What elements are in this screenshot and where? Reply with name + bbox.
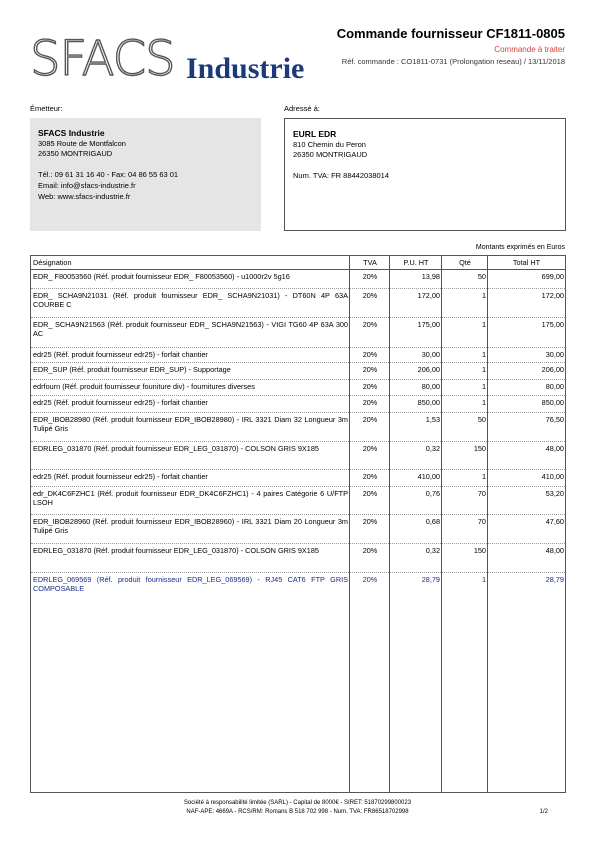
row-total: 47,60 <box>545 517 564 526</box>
table-row <box>31 363 565 380</box>
row-tva: 20% <box>362 398 378 407</box>
row-unit-price: 0,68 <box>425 517 440 526</box>
row-designation: edrfourn (Réf. produit fournisseur founiture div) - fournitures diverses <box>33 382 255 391</box>
row-unit-price: 80,00 <box>421 382 440 391</box>
row-unit-price: 175,00 <box>417 320 440 329</box>
row-total: 48,00 <box>545 546 564 555</box>
header-unit-price: P.U. HT <box>403 258 429 267</box>
recipient-label: Adressé à: <box>284 104 320 113</box>
row-total: 53,20 <box>545 489 564 498</box>
header-total: Total HT <box>512 258 541 267</box>
row-unit-price: 206,00 <box>417 365 440 374</box>
row-tva: 20% <box>362 472 378 481</box>
table-row <box>31 289 565 318</box>
table-row <box>31 396 565 413</box>
row-quantity: 150 <box>473 444 486 453</box>
row-designation: EDR_IBOB28960 (Réf. produit fournisseur EDR_IBOB28960) - IRL 3321 Diam 20 Longueur 3m Tulipé Gris <box>33 517 348 536</box>
row-tva: 20% <box>362 489 378 498</box>
sender-web: Web: www.sfacs-industrie.fr <box>38 191 131 201</box>
row-unit-price: 1,53 <box>425 415 440 424</box>
row-total: 850,00 <box>541 398 564 407</box>
row-tva: 20% <box>362 350 378 359</box>
row-total: 699,00 <box>541 272 564 281</box>
row-total: 206,00 <box>541 365 564 374</box>
row-total: 48,00 <box>545 444 564 453</box>
row-quantity: 1 <box>481 365 486 374</box>
row-unit-price: 13,98 <box>421 272 440 281</box>
recipient-address-line2: 26350 MONTRIGAUD <box>293 150 368 160</box>
row-tva: 20% <box>362 546 378 555</box>
row-designation: EDRLEG_031870 (Réf. produit fournisseur EDR_LEG_031870) - COLSON GRIS 9X185 <box>33 546 319 555</box>
table-row <box>31 413 565 442</box>
row-tva: 20% <box>362 415 378 424</box>
sender-box <box>30 118 261 231</box>
row-unit-price: 850,00 <box>417 398 440 407</box>
row-unit-price: 30,00 <box>421 350 440 359</box>
row-total: 28,79 <box>545 575 564 584</box>
row-unit-price: 28,79 <box>421 575 440 584</box>
row-tva: 20% <box>362 320 378 329</box>
table-row <box>31 544 565 573</box>
row-unit-price: 0,32 <box>425 444 440 453</box>
table-row <box>31 515 565 544</box>
row-designation: EDRLEG_069569 (Réf. produit fournisseur EDR_LEG_069569) - RJ45 CAT6 FTP GRIS COMPOSABLE <box>33 575 348 594</box>
row-unit-price: 172,00 <box>417 291 440 300</box>
row-tva: 20% <box>362 517 378 526</box>
row-quantity: 1 <box>481 350 486 359</box>
row-quantity: 70 <box>477 517 486 526</box>
items-table <box>30 255 566 793</box>
sender-phone: Tél.: 09 61 31 16 40 - Fax: 04 86 55 63 01 <box>38 170 179 180</box>
sender-address-line2: 26350 MONTRIGAUD <box>38 149 113 159</box>
table-row <box>31 270 565 289</box>
recipient-address-line1: 810 Chemin du Peron <box>293 139 366 149</box>
row-unit-price: 410,00 <box>417 472 440 481</box>
order-reference: Réf. commande : CO1811-0731 (Prolongation reseau) / 13/11/2018 <box>341 57 565 66</box>
row-tva: 20% <box>362 291 378 300</box>
row-quantity: 1 <box>481 398 486 407</box>
row-designation: EDR_IBOB28980 (Réf. produit fournisseur EDR_IBOB28980) - IRL 3321 Diam 32 Longueur 3m Tulipé Gris <box>33 415 348 434</box>
row-designation: EDRLEG_031870 (Réf. produit fournisseur EDR_LEG_031870) - COLSON GRIS 9X185 <box>33 444 319 453</box>
row-quantity: 70 <box>477 489 486 498</box>
row-quantity: 1 <box>481 382 486 391</box>
row-tva: 20% <box>362 444 378 453</box>
row-quantity: 1 <box>481 472 486 481</box>
row-designation: edr25 (Réf. produit fournisseur edr25) - forfait chantier <box>33 398 208 407</box>
header-tva: TVA <box>363 258 377 267</box>
row-total: 80,00 <box>545 382 564 391</box>
recipient-vat: Num. TVA: FR 88442038014 <box>293 171 390 181</box>
header-quantity: Qté <box>459 258 471 267</box>
table-row <box>31 380 565 396</box>
logo-sub-text: Industrie <box>186 52 305 85</box>
row-total: 76,50 <box>545 415 564 424</box>
header-designation: Désignation <box>33 258 72 267</box>
row-designation: edr25 (Réf. produit fournisseur edr25) - forfait chantier <box>33 350 208 359</box>
row-total: 175,00 <box>541 320 564 329</box>
row-quantity: 50 <box>477 272 486 281</box>
row-quantity: 1 <box>481 575 486 584</box>
row-tva: 20% <box>362 382 378 391</box>
row-tva: 20% <box>362 575 378 584</box>
row-total: 410,00 <box>541 472 564 481</box>
table-row <box>31 348 565 363</box>
row-designation: EDR_SUP (Réf. produit fournisseur EDR_SUP) - Supportage <box>33 365 231 374</box>
row-designation: edr25 (Réf. produit fournisseur edr25) - forfait chantier <box>33 472 208 481</box>
row-total: 172,00 <box>541 291 564 300</box>
sender-address-line1: 3085 Route de Montfalcon <box>38 138 126 148</box>
row-designation: EDR_ SCHA9N21031 (Réf. produit fournisseur EDR_ SCHA9N21031) - DT60N 4P 63A COURBE C <box>33 291 348 310</box>
logo-main-text: SFACS <box>30 31 175 87</box>
table-row <box>31 487 565 515</box>
footer-legal-line1: Société à responsabilité limitée (SARL) - Capital de 8000€ - SIRET: 51870299800023 <box>183 800 412 806</box>
sender-label: Émetteur: <box>30 104 63 113</box>
row-quantity: 150 <box>473 546 486 555</box>
table-header <box>31 256 565 270</box>
row-quantity: 1 <box>481 320 486 329</box>
recipient-name: EURL EDR <box>293 129 337 139</box>
recipient-box <box>284 118 566 231</box>
document-title: Commande fournisseur CF1811-0805 <box>336 26 565 41</box>
page-number: 1/2 <box>539 809 548 815</box>
row-designation: edr_DK4C6FZHC1 (Réf. produit fournisseur EDR_DK4C6FZHC1) - 4 paires Catégorie 6 U/FTP LSOH <box>33 489 348 508</box>
row-designation: EDR_ F80053560 (Réf. produit fournisseur EDR_ F80053560) - u1000r2v 5g16 <box>33 272 290 281</box>
row-total: 30,00 <box>545 350 564 359</box>
row-quantity: 1 <box>481 291 486 300</box>
row-quantity: 50 <box>477 415 486 424</box>
currency-note: Montants exprimés en Euros <box>475 244 565 251</box>
row-unit-price: 0,76 <box>425 489 440 498</box>
footer-legal-line2: NAF-APE: 4669A - RCS/RM: Romans B 518 702 998 - Num. TVA: FR86518702998 <box>186 809 409 815</box>
order-status: Commande à traiter <box>494 45 565 54</box>
sender-name: SFACS Industrie <box>38 128 105 138</box>
table-row <box>31 470 565 487</box>
sender-email: Email: info@sfacs-industrie.fr <box>38 180 136 190</box>
row-designation: EDR_ SCHA9N21563 (Réf. produit fournisseur EDR_ SCHA9N21563) - VIGI TG60 4P 63A 300 AC <box>33 320 348 339</box>
table-row <box>31 318 565 348</box>
table-row <box>31 442 565 470</box>
row-tva: 20% <box>362 365 378 374</box>
company-logo <box>30 31 315 90</box>
row-unit-price: 0,32 <box>425 546 440 555</box>
table-row <box>31 573 565 599</box>
row-tva: 20% <box>362 272 378 281</box>
